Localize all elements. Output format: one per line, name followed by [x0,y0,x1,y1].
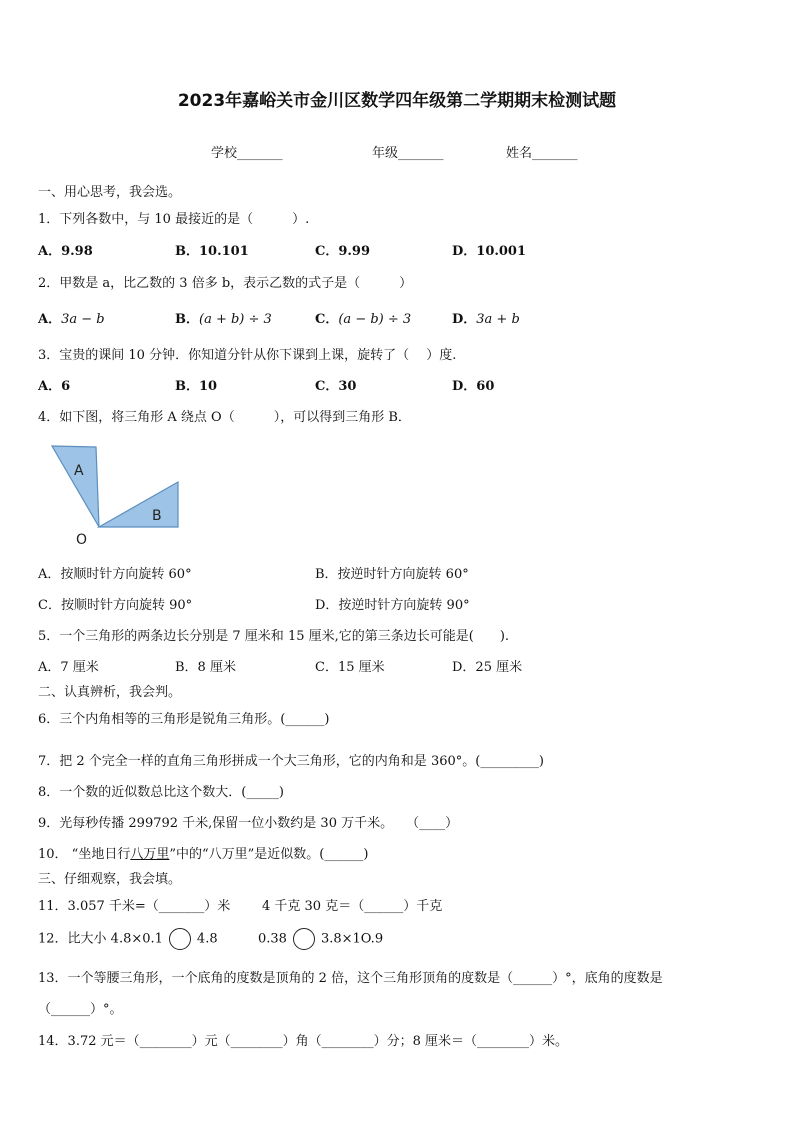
q2-option-b-expr: (a + b) ÷ 3 [199,312,272,327]
q5-option-c[interactable]: C．15 厘米 [315,660,385,675]
q4-option-a[interactable]: A．按顺时针方向旋转 60° [38,567,192,582]
q5-option-a[interactable]: A．7 厘米 [38,660,99,675]
question-5: 5．一个三角形的两条边长分别是 7 厘米和 15 厘米,它的第三条边长可能是( ). [38,629,510,644]
section-3-heading: 三、仔细观察，我会填。 [38,872,182,887]
question-12 [38,928,218,951]
q12-part-2: 4.8 [196,931,218,947]
q10-text-pre: 10． “坐地日行 [38,847,131,862]
question-3: 3．宝贵的课间 10 分钟．你知道分针从你下课到上课，旋转了（ ）度. [38,348,457,363]
q1-option-b[interactable]: B．10.101 [175,244,249,259]
question-11-right: 4 千克 30 克＝（______）千克 [262,899,443,914]
q3-option-c[interactable]: C．30 [315,379,357,394]
triangle-b [99,482,178,527]
q2-option-b[interactable] [175,308,272,327]
question-4: 4．如下图，将三角形 A 绕点 O（ ），可以得到三角形 B． [38,410,411,425]
question-9: 9．光每秒传播 299792 千米,保留一位小数约是 30 万千米。 （____） [38,816,459,831]
q2-option-d[interactable] [452,308,520,327]
label-o: O [76,532,88,548]
q4-option-b[interactable]: B．按逆时针方向旋转 60° [315,567,469,582]
q3-option-a[interactable]: A．6 [38,379,71,394]
q5-option-d[interactable]: D．25 厘米 [452,660,523,675]
q10-text-post: ”中的“八万里”是近似数。(______) [169,847,369,862]
section-2-heading: 二、认真辨析，我会判。 [38,685,182,700]
q5-option-b[interactable]: B．8 厘米 [175,660,236,675]
q12-part-3: 0.38 [258,931,287,947]
q1-option-a[interactable]: A．9.98 [38,244,93,259]
label-a: A [74,463,84,479]
q12-part-1: 12．比大小 4.8×0.1 [38,931,163,947]
label-b: B [152,508,162,524]
q2-option-c-expr: (a − b) ÷ 3 [338,312,412,327]
page-title: 2023年嘉峪关市金川区数学四年级第二学期期末检测试题 [177,91,617,111]
q12-compare-circle-2[interactable] [293,928,315,950]
q12-part-4: 3.8×1O.9 [320,931,384,947]
q2-option-d-label: D． [452,312,477,327]
section-1-heading: 一、用心思考，我会选。 [38,185,182,200]
q3-option-d[interactable]: D．60 [452,379,495,394]
q4-option-d[interactable]: D．按逆时针方向旋转 90° [315,598,470,613]
question-2: 2．甲数是 a，比乙数的 3 倍多 b，表示乙数的式子是（ ） [38,276,413,291]
question-6: 6．三个内角相等的三角形是锐角三角形。(______) [38,712,330,727]
question-11-left: 11．3.057 千米=（_______）米 [38,899,231,914]
q12-compare-circle-1[interactable] [169,928,191,950]
triangle-a [52,446,99,527]
q2-option-d-expr: 3a + b [476,312,520,327]
q2-option-a[interactable] [38,308,105,327]
q1-option-c[interactable]: C．9.99 [315,244,371,259]
question-10 [38,843,368,862]
q3-option-b[interactable]: B．10 [175,379,218,394]
q1-option-d[interactable]: D．10.001 [452,244,527,259]
grade-field[interactable]: 年级_______ [372,146,444,161]
question-7: 7．把 2 个完全一样的直角三角形拼成一个大三角形，它的内角和是 360°。(_________) [38,754,544,769]
name-field[interactable]: 姓名_______ [506,146,578,161]
q2-option-c[interactable] [315,308,411,327]
q4-option-c[interactable]: C．按顺时针方向旋转 90° [38,598,193,613]
question-13-line-2: （______）°。 [38,1002,123,1017]
question-13-line-1: 13．一个等腰三角形，一个底角的度数是顶角的 2 倍，这个三角形顶角的度数是（______）°，底角的度数是 [38,971,663,986]
question-8: 8．一个数的近似数总比这个数大．(_____) [38,785,284,800]
q2-option-c-label: C． [315,312,339,327]
rotation-figure [40,440,190,550]
question-14: 14．3.72 元＝（________）元（________）角（________）分；8 厘米＝（________）米。 [38,1034,569,1049]
q10-underlined: 八万里 [130,847,170,862]
question-12-b [258,928,383,951]
question-1: 1．下列各数中，与 10 最接近的是（ ）. [38,212,310,227]
school-field[interactable]: 学校_______ [211,146,283,161]
q2-option-a-label: A． [38,312,62,327]
q2-option-a-expr: 3a − b [61,312,105,327]
q2-option-b-label: B． [175,312,199,327]
